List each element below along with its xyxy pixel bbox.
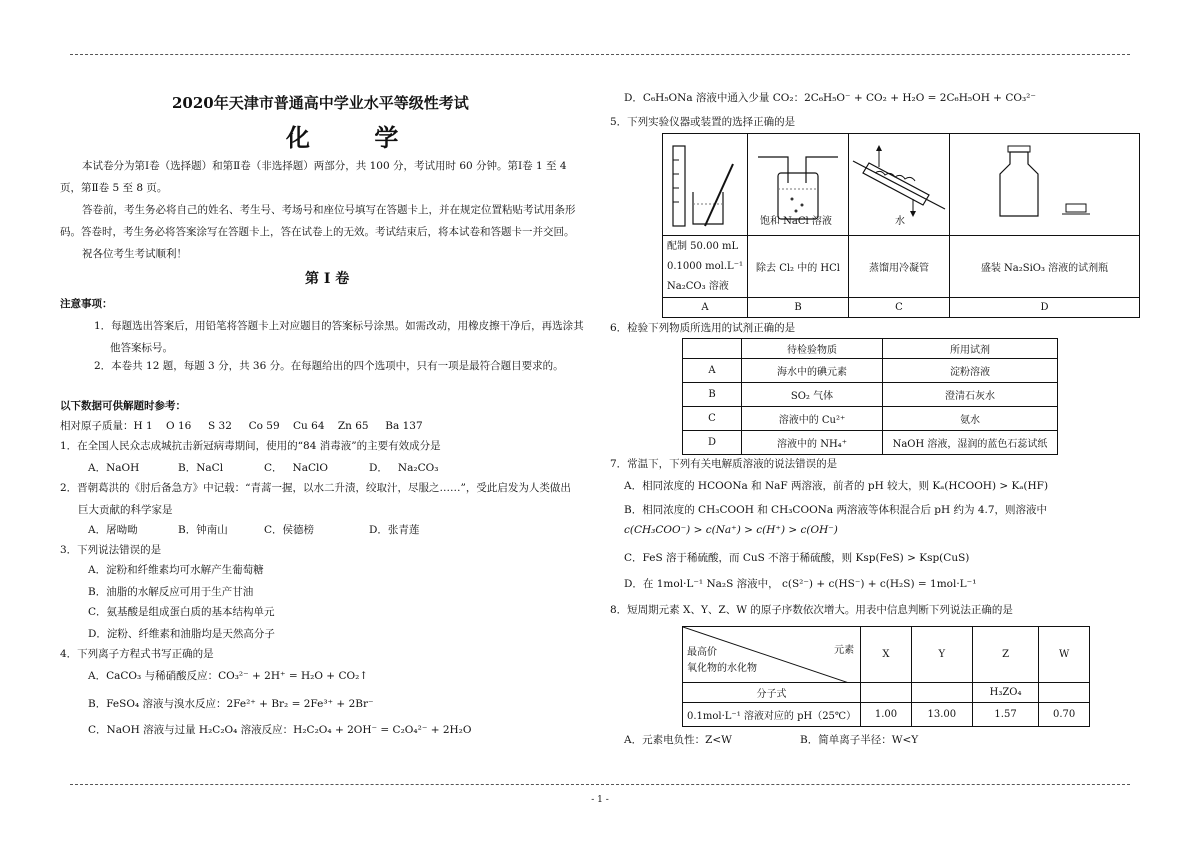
note-1b: 他答案标号。 [110, 342, 173, 354]
q6-cell: SO₂ 气体 [742, 383, 883, 407]
q8-cell [861, 683, 912, 703]
bottom-divider [70, 784, 1130, 785]
q2-option-b: B．钟南山 [178, 524, 228, 536]
q8-stem: 8．短周期元素 X、Y、Z、W 的原子序数依次增大。用表中信息判断下列说法正确的是 [610, 604, 1013, 616]
q5-image-c-label: 水 [895, 216, 905, 227]
q5-image-c [849, 134, 950, 236]
q8-corner-top: 元素 [834, 645, 855, 656]
condenser-icon [849, 143, 949, 223]
q6-cell: 溶液中的 NH₄⁺ [742, 431, 883, 455]
subject-title: 化 学 [286, 123, 427, 152]
q8-cell: 1.00 [861, 703, 912, 727]
q3-option-b: B．油脂的水解反应可用于生产甘油 [88, 586, 254, 598]
q3-option-c: C．氨基酸是组成蛋白质的基本结构单元 [88, 606, 275, 618]
q5-stem: 5．下列实验仪器或装置的选择正确的是 [610, 116, 796, 128]
intro-p2b: 码。答卷时，考生务必将答案涂写在答题卡上，答在试卷上的无效。考试结束后，将本试卷和答题卡一并交回。 [60, 226, 575, 238]
q6-cell: B [683, 383, 742, 407]
q5-label-d: D [950, 298, 1140, 318]
q8-cell: H₃ZO₄ [972, 683, 1038, 703]
q7-stem: 7．常温下，下列有关电解质溶液的说法错误的是 [610, 458, 838, 470]
beaker-cylinder-icon [663, 134, 747, 232]
intro-p3: 祝各位考生考试顺利！ [82, 248, 187, 260]
q7-option-b: B．相同浓度的 CH₃COOH 和 CH₃COONa 两溶液等体积混合后 pH 约为 4.7，则溶液中 [624, 504, 1048, 516]
q6-table [682, 338, 1058, 455]
q8-cell: 0.70 [1039, 703, 1090, 727]
q6-cell: 氨水 [883, 407, 1058, 431]
q5-desc-b: 除去 Cl₂ 中的 HCl [748, 236, 849, 298]
q6-header-0 [683, 339, 742, 359]
q1-option-b: B．NaCl [178, 462, 224, 474]
q4-option-a: A．CaCO₃ 与稀硝酸反应：CO₃²⁻ + 2H⁺ = H₂O + CO₂↑ [88, 670, 369, 682]
section-title: 第 I 卷 [305, 271, 350, 287]
q1-option-c: C． NaClO [264, 462, 328, 474]
q8-cell: 13.00 [911, 703, 972, 727]
q8-option-a: A．元素电负性：Z<W [624, 734, 732, 746]
note-2: 2．本卷共 12 题，每题 3 分，共 36 分。在每题给出的四个选项中，只有一项是最符合题目要求的。 [94, 360, 564, 372]
q8-col-x: X [861, 627, 912, 683]
q3-option-d: D．淀粉、纤维素和油脂均是天然高分子 [88, 628, 275, 640]
q6-cell: 淀粉溶液 [883, 359, 1058, 383]
q8-option-b: B．简单离子半径：W<Y [800, 734, 919, 746]
q6-header-2: 所用试剂 [883, 339, 1058, 359]
q6-cell: 海水中的碘元素 [742, 359, 883, 383]
q5-image-b [748, 134, 849, 236]
q1-option-a: A．NaOH [88, 462, 140, 474]
q4-option-d: D．C₆H₅ONa 溶液中通入少量 CO₂：2C₆H₅O⁻ + CO₂ + H₂O = 2C₆H₅OH + CO₃²⁻ [624, 92, 1036, 104]
note-1: 1．每题选出答案后，用铅笔将答题卡上对应题目的答案标号涂黑。如需改动，用橡皮擦干净后，再选涂其 [94, 320, 584, 332]
q3-option-a: A．淀粉和纤维素均可水解产生葡萄糖 [88, 564, 264, 576]
q2-option-c: C．侯德榜 [264, 524, 315, 536]
q1-option-d: D． Na₂CO₃ [369, 462, 439, 474]
q2-option-a: A．屠呦呦 [88, 524, 138, 536]
q5-label-a: A [663, 298, 748, 318]
q1-stem: 1．在全国人民众志成城抗击新冠病毒期间，使用的“84 消毒液”的主要有效成分是 [60, 440, 441, 452]
q3-stem: 3．下列说法错误的是 [60, 544, 162, 556]
q5-image-a [663, 134, 748, 236]
q8-table [682, 626, 1090, 727]
q6-cell: D [683, 431, 742, 455]
q8-cell [1039, 683, 1090, 703]
q5-table [662, 133, 1140, 318]
q7-option-b2: c(CH₃COO⁻) > c(Na⁺) > c(H⁺) > c(OH⁻) [624, 524, 838, 536]
q7-option-d: D．在 1mol·L⁻¹ Na₂S 溶液中， c(S²⁻) + c(HS⁻) + c(H₂S) = 1mol·L⁻¹ [624, 578, 977, 590]
q6-stem: 6．检验下列物质所选用的试剂正确的是 [610, 322, 796, 334]
q7-option-a: A．相同浓度的 HCOONa 和 NaF 两溶液，前者的 pH 较大，则 Kₐ(HCOOH) > Kₐ(HF) [624, 480, 1049, 492]
q8-col-y: Y [911, 627, 972, 683]
q8-corner-left: 最高价 氧化物的水化物 [687, 647, 757, 674]
q6-header-1: 待检验物质 [742, 339, 883, 359]
q2-option-d: D．张青莲 [369, 524, 420, 536]
q6-cell: NaOH 溶液，湿润的蓝色石蕊试纸 [883, 431, 1058, 455]
q8-col-w: W [1039, 627, 1090, 683]
q5-image-b-label: 饱和 NaCl 溶液 [760, 216, 832, 227]
page-number: - 1 - [591, 795, 609, 805]
q2-stem: 2．晋朝葛洪的《肘后备急方》中记载：“青蒿一握，以水二升渍，绞取汁，尽服之……”，受此启发为人类做出 [60, 482, 571, 494]
q6-cell: A [683, 359, 742, 383]
ref-title: 以下数据可供解题时参考： [60, 400, 186, 412]
intro-p2: 答卷前，考生务必将自己的姓名、考生号、考场号和座位号填写在答题卡上，并在规定位置粘贴考试用条形 [82, 204, 576, 216]
gas-washing-bottle-icon [748, 143, 848, 223]
q5-desc-c: 蒸馏用冷凝管 [849, 236, 950, 298]
q5-image-d [950, 134, 1140, 236]
ref-line: 相对原子质量：H 1 O 16 S 32 Co 59 Cu 64 Zn 65 Ba 137 [60, 420, 423, 432]
q8-row2-label: 0.1mol·L⁻¹ 溶液对应的 pH（25℃） [683, 703, 861, 727]
q8-cell: 1.57 [972, 703, 1038, 727]
exam-title: 2020年天津市普通高中学业水平等级性考试 [172, 94, 469, 112]
q6-cell: 溶液中的 Cu²⁺ [742, 407, 883, 431]
q6-cell: 澄清石灰水 [883, 383, 1058, 407]
q2-stem-b: 巨大贡献的科学家是 [78, 504, 173, 516]
q6-cell: C [683, 407, 742, 431]
intro-p1: 本试卷分为第Ⅰ卷（选择题）和第Ⅱ卷（非选择题）两部分，共 100 分，考试用时 60 分钟。第Ⅰ卷 1 至 4 [82, 160, 567, 172]
q5-label-c: C [849, 298, 950, 318]
q4-option-b: B．FeSO₄ 溶液与溴水反应：2Fe²⁺ + Br₂ = 2Fe³⁺ + 2Br⁻ [88, 698, 374, 710]
notes-title: 注意事项： [60, 298, 113, 310]
q8-corner-cell [683, 627, 861, 683]
top-divider [70, 54, 1130, 55]
q8-col-z: Z [972, 627, 1038, 683]
q8-row1-label: 分子式 [683, 683, 861, 703]
q8-cell [911, 683, 972, 703]
q4-option-c: C．NaOH 溶液与过量 H₂C₂O₄ 溶液反应：H₂C₂O₄ + 2OH⁻ = C₂O₄²⁻ + 2H₂O [88, 724, 472, 736]
reagent-bottle-icon [980, 134, 1110, 232]
intro-p1b: 页，第Ⅱ卷 5 至 8 页。 [60, 182, 168, 194]
q5-label-b: B [748, 298, 849, 318]
q4-stem: 4．下列离子方程式书写正确的是 [60, 648, 214, 660]
q5-desc-d: 盛装 Na₂SiO₃ 溶液的试剂瓶 [950, 236, 1140, 298]
q5-desc-a: 配制 50.00 mL 0.1000 mol.L⁻¹ Na₂CO₃ 溶液 [663, 236, 748, 298]
q7-option-c: C．FeS 溶于稀硫酸，而 CuS 不溶于稀硫酸，则 Ksp(FeS) > Ksp(CuS) [624, 552, 970, 564]
